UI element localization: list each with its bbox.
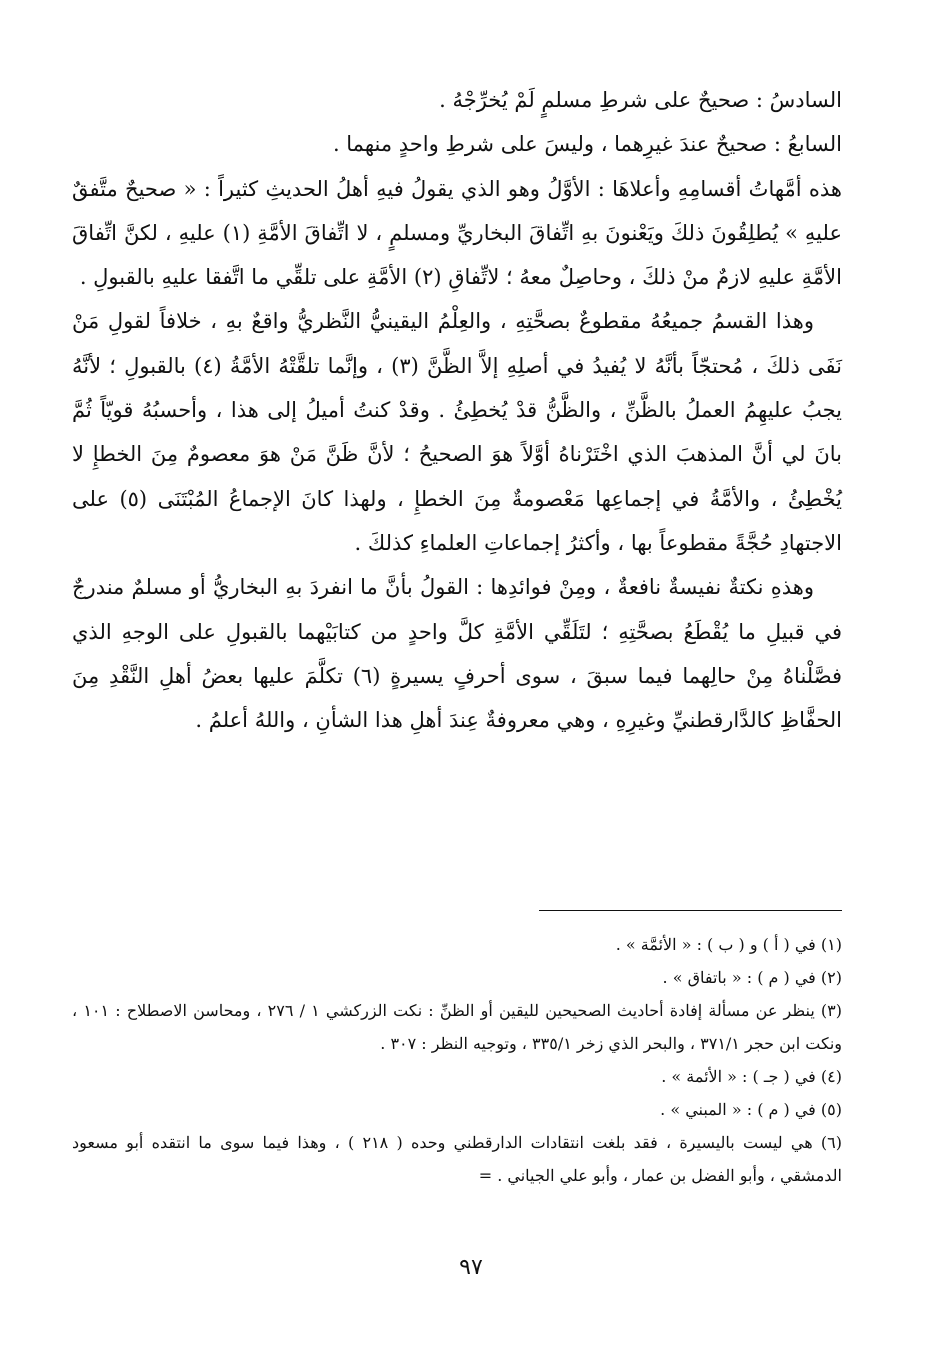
page-number: ٩٧ [459,1255,483,1280]
paragraph: السابعُ : صحيحٌ عندَ غيرِهما ، وليسَ على شرطِ واحدٍ منهما . [332,132,842,157]
paragraph: هذه أمَّهاتُ أقسامِهِ وأعلاهَا : الأوَّلُ وهو الذي يقولُ فيهِ أهلُ الحديثِ كثيراً : « صحيحٌ متَّفقٌ عليهِ » يُطلِقُونَ ذلكَ ويَعْنونَ بهِ اتِّفاقَ البخاريِّ ومسلمٍ ، لا اتِّفاقَ الأمَّةِ (١) عليهِ ، لكنَّ اتِّفاقَ الأمَّةِ عليهِ لازمٌ منْ ذلكَ ، وحاصِلٌ معهُ ؛ لاتِّفاقِ (٢) الأمَّةِ على تلقِّي ما اتَّفقا عليهِ بالقبولِ . [72,176,842,290]
footnotes [72,928,842,1192]
footnote: (١) في ( أ ) و ( ب ) : « الأئمَّة » . [615,935,842,954]
footnote: (٦) هي ليست باليسيرة ، فقد بلغت انتقادات الدارقطني وحده ( ٢١٨ ) ، وهذا فيما سوى ما انتقده أبو مسعود الدمشقي ، وأبو الفضل بن عمار ، وأبو علي الجياني . = [72,1133,842,1185]
paragraph: السادسُ : صحيحٌ على شرطِ مسلمٍ لَمْ يُخرِّجْهُ . [439,88,842,112]
footnote: (٢) في ( م ) : « باتفاق » . [662,968,842,987]
footnote: (٤) في ( جـ ) : « الأئمة » . [661,1067,842,1086]
footnote-separator [539,910,842,911]
paragraph: وهذا القسمُ جميعُهُ مقطوعٌ بصحَّتِهِ ، والعِلْمُ اليقينيُّ النَّظريُّ واقعٌ بهِ ، خلافاً لقولِ مَنْ نَفَى ذلكَ ، مُحتجّاً بأنَّهُ لا يُفيدُ في أصلِهِ إلاَّ الظَّنَّ (٣) ، وإنَّما تلقَّتْهُ الأمَّةُ (٤) بالقبولِ ؛ لأنَّهُ يجبُ عليهِمُ العملُ بالظَّنِّ ، والظَّنُّ قدْ يُخطِئُ . وقدْ كنتُ أميلُ إلى هذا ، وأحسبُهُ قويّاً ثُمَّ بانَ لي أنَّ المذهبَ الذي اخْتَرْناهُ أوَّلاً هوَ الصحيحُ ؛ لأنَّ ظَنَّ مَنْ هوَ معصومٌ مِنَ الخطإِ لا يُخْطِئُ ، والأمَّةُ في إجماعِها مَعْصومةٌ مِنَ الخطإِ ، ولهذا كانَ الإجماعُ المُبْتَنَى (٥) على الاجتهادِ حُجَّةً مقطوعاً بها ، وأكثرُ إجماعاتِ العلماءِ كذلكَ . [72,309,843,555]
footnote: (٥) في ( م ) : « المبني » . [660,1100,842,1119]
paragraph: وهذهِ نكتةٌ نفيسةٌ نافعةٌ ، ومِنْ فوائدِها : القولُ بأنَّ ما انفردَ بهِ البخاريُّ أو مسلمٌ مندرجٌ في قبيلِ ما يُقْطَعُ بصحَّتِهِ ؛ لتَلَقِّي الأمَّةِ كلَّ واحدٍ من كتابَيْهما بالقبولِ على الوجهِ الذي فصَّلْناهُ مِنْ حالِهما فيما سبقَ ، سوى أحرفٍ يسيرةٍ (٦) تكلَّمَ عليها بعضُ أهلِ النَّقْدِ مِنَ الحفَّاظِ كالدَّارقطنيِّ وغيرِهِ ، وهي معروفةٌ عِندَ أهلِ هذا الشأنِ ، واللهُ أعلمُ . [72,575,842,733]
main-text [72,78,842,742]
footnote: (٣) ينظر عن مسألة إفادة أحاديث الصحيحين لليقين أو الظنِّ : نكت الزركشي ١ / ٢٧٦ ، ومحاسن الاصطلاح : ١٠١ ، ونكت ابن حجر ٣٧١/١ ، والبحر الذي زخر ٣٣٥/١ ، وتوجيه النظر : ٣٠٧ . [72,1001,843,1053]
